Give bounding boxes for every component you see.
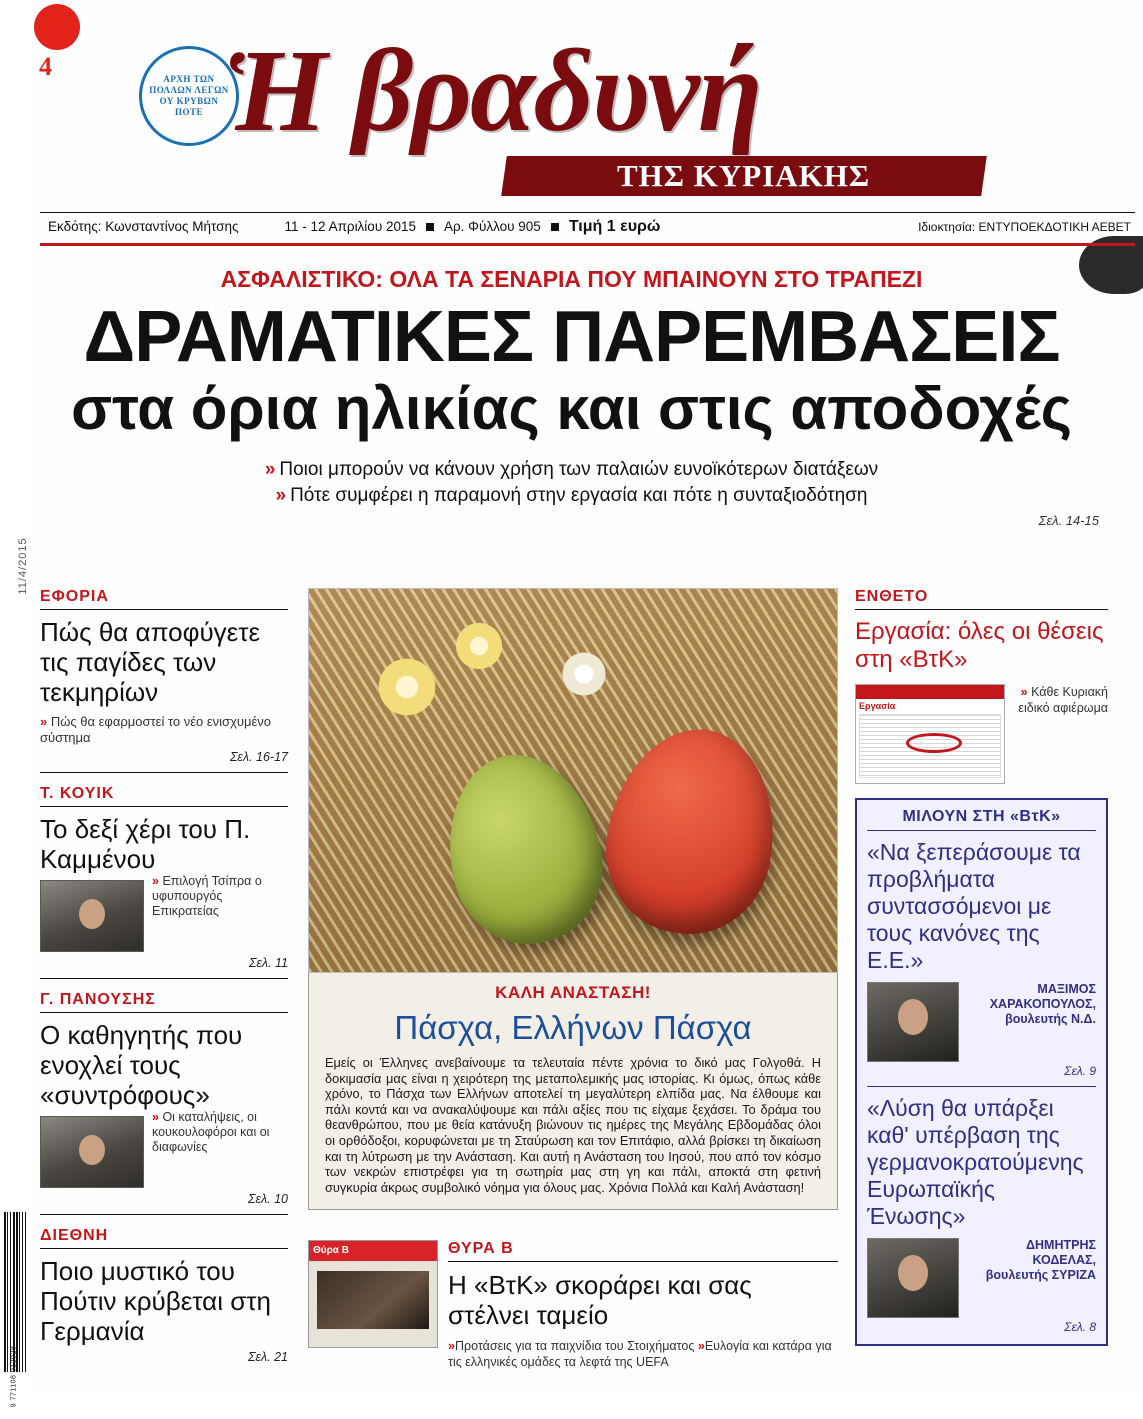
newspaper-logo: Ἡ βραδυνή (224, 25, 761, 156)
page-spine (0, 0, 34, 1408)
entheto-note (1015, 684, 1108, 784)
logo-subtitle-text: ΤΗΣ ΚΥΡΙΑΚΗΣ (617, 158, 871, 193)
flower-icon (444, 611, 514, 681)
left-story-diethni (40, 1227, 288, 1364)
story-pageref: Σελ. 11 (248, 956, 288, 970)
quote-person-row (867, 982, 1096, 1062)
flower-icon (364, 644, 450, 730)
story-note (40, 714, 288, 746)
chevron-right-icon: » (1020, 685, 1028, 699)
quote-pageref: Σελ. 8 (1064, 1320, 1096, 1334)
milun-quote-1 (867, 839, 1096, 1078)
flower-icon (554, 644, 614, 704)
issue-number: Αρ. Φύλλου 905 (444, 219, 541, 234)
quote-text: «Να ξεπεράσουμε τα προβλήματα συντασσόμενοι με τους κανόνες της Ε.Ε.» (867, 839, 1081, 973)
column-divider (40, 772, 288, 773)
masthead (34, 0, 1143, 250)
chevron-right-icon: » (40, 714, 48, 729)
section-label: ΕΝΘΕΤΟ (855, 588, 1108, 610)
column-divider (40, 1214, 288, 1215)
easter-eggs-photo (308, 588, 838, 973)
masthead-divider (40, 243, 1135, 246)
story-note-text: Επιλογή Τσίπρα ο υφυπουργός Επικρατείας (152, 874, 262, 918)
section-label: ΕΦΟΡΙΑ (40, 588, 288, 610)
thyra-thumb-image (317, 1271, 429, 1329)
chevron-right-icon: » (264, 459, 276, 480)
issue-info (285, 218, 661, 236)
milun-divider (867, 1086, 1096, 1087)
left-column (40, 588, 288, 1376)
columns-area (40, 588, 1108, 1369)
easter-title: Πάσχα, Ελλήνων Πάσχα (394, 1009, 752, 1046)
milun-header: ΜΙΛΟΥΝ ΣΤΗ «ΒτΚ» (867, 808, 1096, 831)
quote-person-name: ΜΑΞΙΜΟΣ ΧΑΡΑΚΟΠΟΥΛΟΣ, βουλευτής Ν.Δ. (989, 982, 1096, 1026)
story-portrait-photo (40, 1116, 144, 1188)
chevron-right-icon: » (152, 1110, 159, 1124)
mini-paper-head: Εργασία (859, 701, 896, 711)
barcode-number: 9 771108 012028 (10, 1345, 18, 1408)
story-portrait-photo (40, 880, 144, 952)
chevron-right-icon: » (697, 1339, 705, 1353)
milun-quote-2 (867, 1095, 1096, 1334)
quote-portrait-photo (867, 1238, 959, 1318)
story-note-text: Πώς θα εφαρμοστεί το νέο ενισχυμένο σύστημα (40, 714, 272, 745)
chevron-right-icon: » (275, 485, 287, 506)
thyra-notes (448, 1338, 838, 1370)
quote-portrait-photo (867, 982, 959, 1062)
quote-person-name: ΔΗΜΗΤΡΗΣ ΚΟΔΕΛΑΣ, βουλευτής ΣΥΡΙΖΑ (985, 1238, 1096, 1282)
column-divider (40, 978, 288, 979)
thyra-b-row (308, 1240, 838, 1370)
entheto-title[interactable]: Εργασία: όλες οι θέσεις στη «ΒτΚ» (855, 618, 1104, 673)
lead-bullet-text: Ποιοι μπορούν να κάνουν χρήση των παλαιών ευνοϊκότερων διατάξεων (279, 459, 879, 480)
chevron-right-icon: » (448, 1339, 455, 1353)
story-pageref: Σελ. 16-17 (229, 750, 288, 764)
right-column (855, 588, 1108, 1346)
entheto-row (855, 684, 1108, 784)
section-label: ΘΥΡΑ Β (448, 1240, 838, 1262)
price-label: Τιμή 1 ευρώ (568, 217, 661, 235)
red-dot-marker (34, 4, 80, 50)
mini-paper-lines (859, 714, 1001, 778)
entheto-note-text: Κάθε Κυριακή ειδικό αφιέρωμα (1018, 685, 1108, 715)
story-note (152, 1110, 288, 1155)
lead-bullet-item (34, 485, 1109, 507)
story-note-text: Οι καταλήψεις, οι κουκουλοφόροι και οι διαφωνίες (152, 1110, 270, 1154)
lead-story (34, 252, 1109, 528)
story-title[interactable]: Το δεξί χέρι του Π. Καμμένου (40, 814, 251, 874)
thyra-thumb-band: Θύρα Β (309, 1241, 437, 1261)
story-title[interactable]: Ποιο μυστικό του Πούτιν κρύβεται στη Γερμανία (40, 1256, 271, 1346)
publisher-label: Εκδότης: Κωνσταντίνος Μήτσης (48, 219, 239, 234)
mini-paper-band (856, 685, 1004, 699)
story-pageref: Σελ. 10 (248, 1192, 288, 1206)
story-note (152, 874, 288, 919)
left-story-kouik (40, 785, 288, 979)
story-title[interactable]: Πώς θα αποφύγετε τις παγίδες των τεκμηρίων (40, 617, 261, 707)
masthead-info-bar (40, 212, 1135, 240)
lead-bullet-text: Πότε συμφέρει η παραμονή στην εργασία και πότε η συνταξιοδότηση (290, 485, 868, 506)
story-title[interactable]: Η «ΒτΚ» σκοράρει και σας στέλνει ταμείο (448, 1270, 752, 1330)
thyra-b-text (448, 1240, 838, 1370)
thyra-b-section (308, 1240, 838, 1370)
quote-pageref: Σελ. 9 (1064, 1064, 1096, 1078)
left-story-panousis (40, 991, 288, 1215)
thyra-note-text: Ευλογία και κατάρα για τις ελληνικές ομάδες τα λεφτά της UEFA (448, 1339, 832, 1369)
mini-paper-highlight-oval (906, 733, 962, 753)
square-bullet-icon (426, 223, 434, 231)
lead-headline-secondary: στα όρια ηλικίας και στις αποδοχές (71, 375, 1072, 442)
owner-label: Ιδιοκτησία: ΕΝΤΥΠΟΕΚΔΟΤΙΚΗ ΑΕΒΕΤ (918, 219, 1131, 234)
section-label: ΔΙΕΘΝΗ (40, 1227, 288, 1249)
quote-text: «Λύση θα υπάρξει καθ' υπέρβαση της γερμανοκρατούμενης Ευρωπαϊκής Ένωσης» (867, 1095, 1084, 1229)
newspaper-logo-subtitle (501, 156, 987, 196)
easter-article (308, 973, 838, 1210)
entheto-mini-paper-thumb (855, 684, 1005, 784)
lead-headline-primary: ΔΡΑΜΑΤΙΚΕΣ ΠΑΡΕΜΒΑΣΕΙΣ (83, 297, 1060, 377)
lead-kicker: ΑΣΦΑΛΙΣΤΙΚΟ: ΟΛΑ ΤΑ ΣΕΝΑΡΙΑ ΠΟΥ ΜΠΑΙΝΟΥΝ ΣΤΟ ΤΡΑΠΕΖΙ (220, 266, 923, 292)
section-label: Τ. ΚΟΥΙΚ (40, 785, 288, 807)
thyra-note-text: Προτάσεις για τα παιχνίδια του Στοιχήματος (454, 1339, 695, 1353)
story-media-row (40, 874, 288, 952)
story-pageref: Σελ. 21 (248, 1350, 288, 1364)
chevron-right-icon: » (152, 874, 159, 888)
center-column (308, 588, 838, 1210)
story-media-row (40, 1110, 288, 1188)
lead-bullet-item (34, 459, 1109, 481)
easter-kicker: ΚΑΛΗ ΑΝΑΣΤΑΣΗ! (495, 983, 651, 1002)
lead-bullets (34, 459, 1109, 507)
issue-date: 11 - 12 Απριλίου 2015 (284, 219, 416, 234)
square-bullet-icon (551, 223, 559, 231)
easter-body-text: Εμείς οι Έλληνες ανεβαίνουμε τα τελευταία πέντε χρόνια το δικό μας Γολγοθά. Η δοκιμασία μας είναι η χειρότερη της μεταπολεμικής μας ιστορίας. Κι όμως, όπως κάθε χρόνο, το Πάσχα των Ελλήνων αποτελεί τη μεγαλύτερη ελπίδα μας. Να έλθουμε και πάλι κοντά και να ανακαλύψουμε και πάλι αξίες που τις είχαμε ξεχάσει. Το δράμα του θεανθρώπου, που με θεία κατάνυξη βιώνουν τις ημέρες της Μεγάλης Εβδομάδας όλοι οι ορθόδοξοι, κορυφώνεται με τη Σταύρωση και τον Επιτάφιο, αλλά βρίσκει τη δικαίωση και τη λύτρωση με την Ανάσταση. Και αυτή η Ανάσταση του Ιησού, που από τον κόσμο των νεκρών επιστρέφει για τη σωτηρία μας στη γη και πάλι, αποκτά στη φετινή συγκυρία άκρως συμβολικό νόημα για όλους μας. Χρόνια Πολλά και Καλή Ανάσταση! (325, 1055, 821, 1195)
milun-box (855, 798, 1108, 1346)
story-title[interactable]: Ο καθηγητής που ενοχλεί τους «συντρόφους» (40, 1020, 243, 1110)
thyra-b-thumbnail (308, 1240, 438, 1348)
section-label: Γ. ΠΑΝΟΥΣΗΣ (40, 991, 288, 1013)
quote-person-row (867, 1238, 1096, 1318)
seal-logo-icon: ΑΡΧΗ ΤΩΝ ΠΟΛΛΩΝ ΛΕΓΩΝ ΟΥ ΚΡΥΒΩΝ ΠΟΤΕ (139, 46, 239, 146)
left-story-efories (40, 588, 288, 773)
spine-date: 11/4/2015 (17, 537, 29, 595)
lead-pageref: Σελ. 14-15 (1038, 513, 1099, 528)
page-number: 4 (39, 52, 52, 81)
